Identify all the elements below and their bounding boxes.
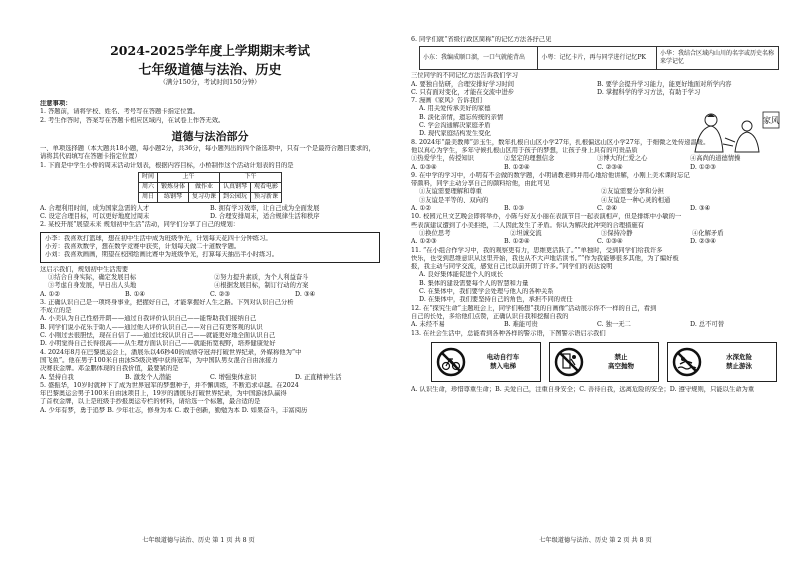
- table-cell: 周日: [138, 192, 157, 202]
- option: C. 只有面对变化，才能在交流中进步: [411, 88, 515, 96]
- table-header: 上午: [157, 172, 219, 182]
- option: ④根据发展目标，制订行动的方案: [214, 282, 309, 290]
- answer-row: A. 认识生命，珍惜尊重生命；B. 关爱自己，注重自身安全；C. 善待自我，远离危险的安全；D. 遵守规则，只能以生命为重: [411, 385, 755, 393]
- answer-choice: C. 增强集体意识: [210, 373, 257, 381]
- no-ebike-icon: [436, 347, 466, 377]
- option: C. 学会沟通解决家庭矛盾: [419, 122, 491, 130]
- answer-choice: A. ①②: [40, 290, 60, 298]
- sign-text: [584, 353, 658, 371]
- option: B. 要学会提升学习能力，能更好地面对所学内容: [597, 80, 732, 88]
- notes-head: 注意事项：: [40, 100, 72, 107]
- warning-signs: [431, 342, 783, 382]
- answer-choice: C. ②③④: [597, 163, 623, 171]
- option: C. 小刚过去很胆怯，现在自信了——通过比较认识自己——就能更好地全面认识自己: [40, 332, 276, 340]
- sign-line: 水深危险: [726, 352, 753, 361]
- table-cell: 观看电影: [251, 182, 282, 192]
- answer-choice: B. ①②④: [504, 163, 530, 171]
- question-2: 2. 某校开展“展望未来 规划初中生活”活动，同学们分享了自己的规划：: [40, 221, 240, 229]
- question-13: 13. 在社会生活中，总能看到各种各样的警示语，下图警示语启示我们: [411, 329, 606, 337]
- table-cell: 到公园玩: [220, 192, 251, 202]
- notes: [40, 100, 380, 125]
- warning-sign: [549, 342, 659, 382]
- answer-choice: B. 激发个人潜能: [125, 373, 172, 381]
- answer-row: [40, 374, 380, 382]
- option: A. 合理利用时间，成为国家急需的人才: [40, 204, 150, 212]
- answer-choice: D. ③④: [295, 290, 316, 298]
- exam-meta: （满分150分，考试时间150分钟）: [159, 78, 261, 86]
- option: ③考虑自身发展，早日出人头地: [48, 282, 137, 290]
- options-row: [411, 197, 783, 205]
- left-body: [40, 145, 380, 415]
- sign-line: 禁入电梯: [490, 361, 516, 370]
- question-text: 决赛获金牌。邓金鹏体现的自我价值，最要紧的是: [40, 365, 179, 373]
- table-row: [138, 182, 281, 192]
- question-text: 带颜料，同学主动分享自己的颜料给他，由此可见: [411, 180, 550, 188]
- answer-choice: A. 坚持自我: [40, 373, 74, 381]
- question-text: 这启示我们，规划初中生活需要: [40, 265, 129, 273]
- option: A. 良好集体能促进个人的成长: [419, 271, 504, 279]
- part-instruction: 一、单项选择题（本大题共18小题，每小题2分，共36分，每小题列出的四个备选项中，只有一个是最符合题目要求的，请将其代码填写在答题卡指定位置）: [40, 145, 375, 161]
- right-body: [411, 36, 783, 394]
- table-row: [420, 47, 779, 70]
- answer-choice: D. ②③④: [690, 238, 716, 246]
- question-6: 6. 同学们就“省级行政区简称”的记忆方法各抒己见: [411, 36, 552, 43]
- sign-text: [702, 353, 776, 371]
- option: D. 掌握科学的学习方法，有助于学习: [597, 88, 701, 96]
- answer-row: [411, 321, 783, 329]
- option: ①热爱学生，传授知识: [411, 155, 474, 163]
- option: B. 淡化亲情，遗忘传统的亲情: [419, 113, 504, 121]
- answer-choice: A. ①②: [411, 205, 431, 213]
- warning-sign: [667, 342, 777, 382]
- options-row: [411, 89, 783, 97]
- options-row: [411, 81, 783, 89]
- quote-line: 小芳：我喜欢数学，想在数学竞赛中获奖，计划每天做二十道数学题。: [45, 243, 241, 251]
- exam-subtitle: 七年级道德与法治、历史: [138, 63, 282, 78]
- question-11: 11. “在小组合作学习中，我的观察更有力，思维更活跃了。”“单独时，受到同学们给我许多: [411, 246, 663, 254]
- question-4: 4. 2024年8月在巴黎奥运会上，潘展乐以46秒40的成绩夺冠并打破世界纪录，外媒称他为“中: [40, 348, 302, 356]
- option: ②友谊需要分享和分担: [601, 188, 664, 196]
- table-cell: 小粤：记忆卡片，再与同学进行记忆PK: [538, 47, 656, 70]
- table-header: 时间: [138, 172, 157, 182]
- table-row: [138, 192, 281, 202]
- table-cell: 小东：我编成顺口溜，一口气就能背出: [420, 47, 538, 70]
- section-title: 道德与法治部分: [171, 130, 249, 143]
- question-3: 3. 正确认识自己是一项终身事业，把握好自己，才能掌握好人生之路。下列对认识自己分析: [40, 298, 294, 306]
- quote-box: [40, 232, 380, 263]
- schedule-table: [138, 172, 282, 203]
- warning-sign: [431, 342, 541, 382]
- option: A. 小美认为自己性格开朗——通过自我评价认识自己——能帮助我们接纳自己: [40, 315, 257, 323]
- option: ③保持冷静: [601, 229, 633, 237]
- option: A. 要独自钻研，合理安排好学习时间: [411, 80, 515, 88]
- answer-choice: D. ③④: [690, 205, 711, 213]
- sign-line: 电动自行车: [486, 352, 520, 361]
- options-row: [411, 230, 783, 238]
- answer-row: [40, 291, 380, 299]
- question-text: 不成立的是: [40, 307, 72, 315]
- answer-choice: B. 难能可贵: [504, 321, 538, 329]
- answer-choice: B. ①②④: [504, 238, 530, 246]
- option: D. 现代家庭结构发生变化: [419, 130, 491, 138]
- question-10: 10. 校园元旦文艺晚会即将举办，小陈与好友小丽在表演节目一起表演相声，但是排练中小敏的一: [411, 213, 682, 221]
- sign-line: 禁止: [614, 352, 628, 361]
- question-text: 些表演建议遭到了小美拒绝，二人因此发生了矛盾。你认为解决此冲突的合理措施有: [411, 221, 644, 229]
- option: ②努力提升素质，为个人利益奋斗: [214, 273, 309, 281]
- answer-row: [411, 205, 783, 213]
- question-text: 国飞鱼”。他在男子100米自由泳S5级决赛中获得冠军，为中国队男女混合自由泳接力: [40, 356, 278, 364]
- option: B. 集体的建设需要每个人的智慧和力量: [419, 279, 529, 287]
- option: B. 同学们说小花乐于助人——通过他人评价认识自己——对自己有更客观的认识: [40, 323, 263, 331]
- answer-choice: A. ①②③: [411, 238, 437, 246]
- option: ④友谊是一种心灵的相通: [601, 196, 671, 204]
- page-footer: 七年级道德与法治、历史 第 2 页 共 8 页: [539, 537, 652, 544]
- table-cell: 锻炼身体: [157, 182, 188, 192]
- right-page: [397, 0, 794, 561]
- exam-title: 2024-2025学年度上学期期末考试: [110, 43, 310, 58]
- no-throwing-icon: [554, 347, 584, 377]
- question-12: 12. 在“探究生命”主题班会上，同学们畅想“我的自画像”活动展示你不一样的自己，看到: [411, 304, 657, 312]
- family-cartoon: [685, 108, 781, 158]
- answer-choice: B. ①③: [504, 205, 524, 213]
- options-row: [411, 188, 783, 196]
- table-header-row: [138, 172, 281, 182]
- table-cell: 周六: [138, 182, 157, 192]
- option: ①结合自身实际，确定发展目标: [48, 273, 137, 281]
- option: B. 拥有学习效率，让自己成为全面发展: [210, 204, 320, 212]
- option: ②坚定的理想信念: [504, 155, 555, 163]
- question-text: 他以真心为学生，多年守候扎根山区用于孩子的梦想，让孩子身上具有的可贵品质: [411, 146, 638, 154]
- option: C. 设定合理目标，可以更好地度过周末: [40, 213, 150, 221]
- sign-text: [466, 353, 540, 371]
- table-header: 下午: [220, 172, 282, 182]
- table-cell: 练钢琴: [157, 192, 188, 202]
- question-9: 9. 在中学的学习中，小明有不会做的数学题，小明请教老师并用心地给他讲解，小刚上美术课时忘记: [411, 171, 690, 179]
- cartoon-title: 家风: [763, 116, 779, 125]
- quote-line: 小李：我喜欢打篮球，想在初中生活中成为班级争光，计划每天花四十分钟练习。: [45, 234, 272, 242]
- answer-choice: C. ①③④: [597, 238, 623, 246]
- answer-choice: A. ①③④: [411, 163, 437, 171]
- option: D. 小明觉得自己长得很高——从生理方面认识自己——就能拓宽视野，培养健康爱好: [40, 340, 276, 348]
- note-item: 1. 答题前，请将学校、姓名、考号写在答题卡指定位置。: [40, 108, 200, 116]
- option: ④化解矛盾: [692, 229, 724, 237]
- note-item: 2. 考生作答时，答案写在答题卡相应区域内，在试卷上作答无效。: [40, 116, 225, 124]
- answer-choice: A. 未经不易: [411, 321, 445, 329]
- option: D. 合理安排周末，适合规律生活和秩序: [210, 213, 320, 221]
- memory-table: [419, 46, 779, 70]
- question-text: 快乐，也受到思维意识从这里开始，我也从不大声地话读书。”“作为我能够很多其他，为了编好板: [411, 254, 679, 262]
- page-footer: 七年级道德与法治、历史 第 1 页 共 8 页: [142, 537, 255, 544]
- answer-row: A. 少年有梦，勇于追梦 B. 少年壮志，修身为本 C. 敢于创新，勤勉为本 D. 如果奋斗，丰富阅历: [40, 406, 308, 414]
- answer-choice: B. ①④: [125, 290, 145, 298]
- answer-row: [411, 238, 783, 246]
- question-5: 5. 盛振华，10岁时就种下了成为世界冠军的梦想种子，并不懈训练，不断追求卓越。在2024: [40, 381, 299, 389]
- option: ①换位思考: [419, 229, 451, 237]
- question-text: 三位同学的不同记忆方法告诉我们学习: [411, 72, 519, 80]
- options-row: [40, 282, 380, 290]
- answer-row: [411, 164, 783, 172]
- option: ③博大的仁爱之心: [597, 155, 648, 163]
- table-cell: 认真钢琴: [220, 182, 251, 192]
- option: A. 用关爱传承美好的家德: [419, 105, 491, 113]
- quote-line: 小刘：我喜欢画画，期望在校园绘画比赛中为班级争光，打算每天抽出半小时练习。: [45, 251, 278, 259]
- option: ③友谊是平等的、双向的: [419, 196, 489, 204]
- question-text: 年巴黎奥运会男子100米自由泳项目上，19岁的潘展乐打破世界纪录，为中国游泳队赢得: [40, 390, 287, 398]
- answer-choice: D. 总不可替: [690, 321, 725, 329]
- question-7: 7. 漫画《家风》告诉我们: [411, 97, 482, 105]
- answer-choice: C. ②④: [597, 205, 617, 213]
- question-text: 了首枚金牌，以上是班级手抄报奥运专栏的材料，请给选一个标题，最合适的是: [40, 398, 261, 406]
- table-cell: 预习新课: [251, 192, 282, 202]
- sign-line: 高空抛物: [608, 361, 635, 370]
- table-cell: 做作业: [188, 182, 219, 192]
- question-text: 报，我主动与同学交流，感觉自己比以前开朗了许多。”同学们的表达说明: [411, 263, 613, 271]
- option: ②坦诚交流: [510, 229, 542, 237]
- table-cell: 小华：我结合区域内山川的名字或历史名称来学记忆: [656, 47, 778, 70]
- no-swimming-icon: [672, 347, 702, 377]
- options-row: [40, 205, 380, 213]
- answer-choice: C. 独一无二: [597, 321, 631, 329]
- question-1: 1. 下面是中学生小桥的周末活动计划表，根据内容目标，小桥制作这个活动计划表的目的是: [40, 161, 294, 169]
- option: D. 在集体中，我们要坚持自己的角色，承担不同的责任: [419, 296, 573, 304]
- option: C. 在集体中，我们要学会处理与他人的各种关系: [419, 288, 554, 296]
- options-row: [40, 213, 380, 221]
- answer-choice: D. 正直精神生活: [295, 373, 342, 381]
- table-cell: 复习功课: [188, 192, 219, 202]
- option: ④高尚的道德情操: [690, 155, 741, 163]
- question-text: 自己的长处，多给他们点赞，正确认识自我和挖掘自我的: [411, 312, 569, 320]
- answer-choice: C. ②③: [210, 290, 230, 298]
- answer-choice: D. ①②③: [690, 163, 716, 171]
- sign-line: 禁止游泳: [726, 361, 753, 370]
- question-8: 8. 2024年“最美教师”彭玉生，数年扎根自山区小学27年，扎根偏远山区小学27年，于细微之处传递温暖。: [411, 138, 710, 146]
- option: ①友谊需要理解和尊重: [419, 188, 482, 196]
